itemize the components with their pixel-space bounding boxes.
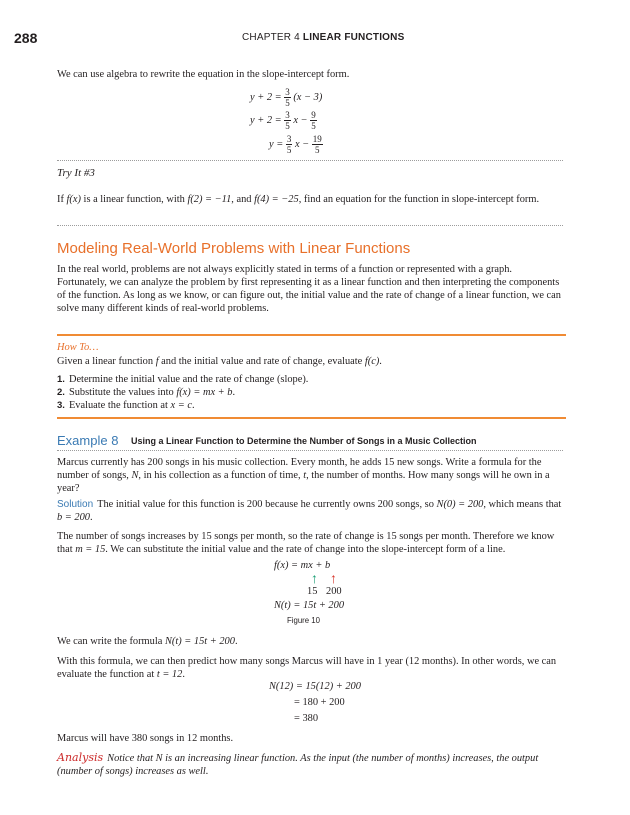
divider bbox=[57, 450, 563, 451]
fraction: $\frac{9}{5}$ bbox=[311, 110, 316, 131]
value-b: 200 bbox=[326, 586, 342, 597]
how-to-step: 3. Evaluate the function at x = c. bbox=[57, 400, 195, 411]
general-form: f(x) = mx + b bbox=[274, 560, 331, 571]
analysis-note: Analysis Notice that N is an increasing linear function. As the input (the number of months) increases, the output (number of songs) increases as well. bbox=[57, 751, 539, 777]
calc-line-2: = 180 + 200 bbox=[294, 697, 345, 708]
solution-label: Solution bbox=[57, 499, 94, 510]
intro-text: We can use algebra to rewrite the equation in the slope-intercept form. bbox=[57, 69, 350, 80]
section-paragraph: In the real world, problems are not always explicitly stated in terms of a function or represented with a graph. Fortunately, we can analyze the problem by first representing it as a linear function and then interpreting the components of the function. As long as we know, or can figure out, the initial value and the rate of change of a linear function, we can solve many different kinds of real-world problems. bbox=[57, 264, 561, 314]
divider bbox=[57, 160, 563, 161]
figure-caption: Figure 10 bbox=[287, 616, 320, 625]
chapter-title: CHAPTER 4 LINEAR FUNCTIONS bbox=[242, 32, 405, 43]
example-solution: Solution The initial value for this function is 200 because he currently owns 200 songs, so N(0) = 200, which means that b = 200. bbox=[57, 499, 562, 523]
formula-text: We can write the formula N(t) = 15t + 200. bbox=[57, 636, 238, 647]
arrow-up-icon-m: ↑ bbox=[311, 572, 318, 587]
how-to-steps bbox=[57, 373, 308, 412]
how-to-step: 2. Substitute the values into f(x) = mx + b. bbox=[57, 387, 236, 398]
divider bbox=[57, 225, 563, 226]
fraction: $\frac{3}{5}$ bbox=[286, 134, 292, 155]
how-to-step: 1. Determine the initial value and the rate of change (slope). bbox=[57, 374, 309, 385]
how-to-label: How To… bbox=[57, 342, 99, 353]
calc-line-1: N(12) = 15(12) + 200 bbox=[269, 681, 361, 692]
fraction: $\frac{19}{5}$ bbox=[312, 134, 322, 155]
page-header bbox=[14, 30, 600, 50]
how-to-top-rule bbox=[57, 334, 566, 336]
equation-line-3: y = $\frac{3}{5}$ x − $\frac{19}{5}$ bbox=[269, 134, 322, 155]
how-to-given: Given a linear function f and the initial value and rate of change, evaluate f(c). bbox=[57, 356, 382, 367]
try-it-text: If f(x) is a linear function, with f(2) = −11, and f(4) = −25, find an equation for the function in slope-intercept form. bbox=[57, 194, 540, 205]
value-m: 15 bbox=[307, 586, 318, 597]
try-it-label: Try It #3 bbox=[57, 167, 95, 179]
prediction-text: With this formula, we can then predict how many songs Marcus will have in 1 year (12 months). In other words, we can evaluate the function at t = 12. bbox=[57, 656, 557, 680]
analysis-label: Analysis bbox=[57, 751, 104, 764]
how-to-bottom-rule bbox=[57, 417, 566, 419]
example-problem: Marcus currently has 200 songs in his music collection. Every month, he adds 15 new songs. Write a formula for the number of songs, N, in his collection as a function of time, t, the number of months. How many songs will he own in a year? bbox=[57, 457, 550, 494]
section-heading: Modeling Real-World Problems with Linear Functions bbox=[57, 240, 411, 257]
page-number: 288 bbox=[14, 30, 38, 46]
rate-of-change-text: The number of songs increases by 15 songs per month, so the rate of change is 15 songs per month. Therefore we know that m = 15. We can substitute the initial value and the rate of change into the slope-intercept form of a line. bbox=[57, 531, 555, 555]
specific-form: N(t) = 15t + 200 bbox=[274, 600, 345, 611]
example-label: Example 8 bbox=[57, 433, 119, 448]
example-title: Using a Linear Function to Determine the Number of Songs in a Music Collection bbox=[131, 436, 477, 446]
equation-line-1: y + 2 = $\frac{3}{5}$ (x − 3) bbox=[250, 87, 323, 108]
arrow-up-icon-b: ↑ bbox=[330, 572, 337, 587]
calc-line-3: = 380 bbox=[294, 713, 319, 724]
fraction: $\frac{3}{5}$ bbox=[285, 87, 290, 108]
conclusion-text: Marcus will have 380 songs in 12 months. bbox=[57, 733, 234, 744]
fraction: $\frac{3}{5}$ bbox=[285, 110, 290, 131]
equation-line-2: y + 2 = $\frac{3}{5}$ x − $\frac{9}{5}$ bbox=[250, 110, 316, 131]
